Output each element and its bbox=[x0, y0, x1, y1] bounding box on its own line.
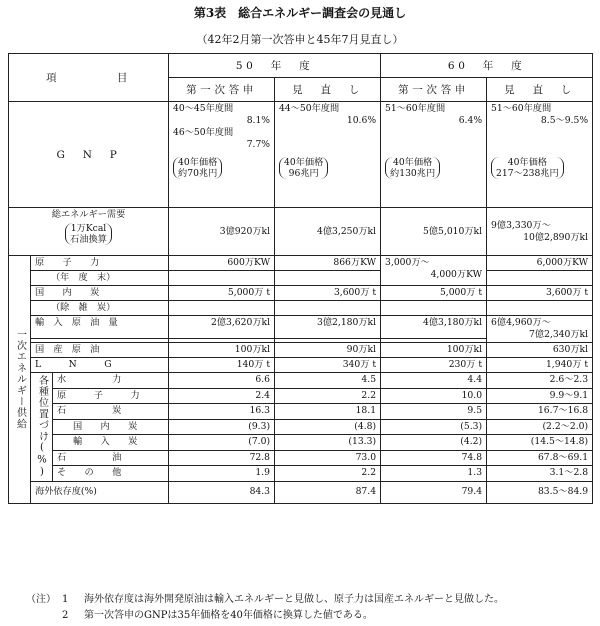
energy-outlook-table bbox=[8, 53, 593, 504]
fy-end-label: （年 度 末） bbox=[31, 271, 169, 286]
share-6-c2: 2.2 bbox=[275, 466, 381, 482]
share-4-c1: (7.0) bbox=[169, 435, 275, 451]
lng-label: L N G bbox=[31, 358, 169, 373]
share-2-c3: 9.5 bbox=[381, 404, 487, 420]
demand-label-cell: 総エネルギー需要 1万Kcal 石油換算 bbox=[9, 208, 169, 256]
crude-domestic-c2: 90万kl bbox=[275, 343, 381, 358]
note-2-number: 2 bbox=[62, 610, 69, 621]
demand-c2: 4億3,250万kl bbox=[275, 208, 381, 256]
nuclear-c4: 6,000万KW bbox=[487, 256, 593, 271]
header-review-60: 見 直 し bbox=[487, 78, 593, 102]
share-0-c4: 2.6〜2.3 bbox=[487, 373, 593, 389]
header-item: 項 目 bbox=[9, 54, 169, 102]
lng-c2: 340万 t bbox=[275, 358, 381, 373]
gnp-cell-2: 44〜50年度間 10.6% 40年価格 96兆円 bbox=[275, 102, 381, 208]
demand-c1: 3億920万kl bbox=[169, 208, 275, 256]
share-5-c2: 73.0 bbox=[275, 450, 381, 466]
crude-import-c4: 6億4,960万〜 7億2,340万kl bbox=[487, 316, 593, 343]
crude-import-c1: 2億3,620万kl bbox=[169, 316, 275, 339]
nuclear-c1: 600万KW bbox=[169, 256, 275, 271]
share-1-c2: 2.2 bbox=[275, 388, 381, 404]
coal-label: 国 内 炭 bbox=[31, 286, 169, 301]
share-4-c3: (4.2) bbox=[381, 435, 487, 451]
share-2-c2: 18.1 bbox=[275, 404, 381, 420]
lng-c4: 1,940万 t bbox=[487, 358, 593, 373]
share-1-c1: 2.4 bbox=[169, 388, 275, 404]
coal-c2: 3,600万 t bbox=[275, 286, 381, 301]
supply-label: 一次エネルギー供給 bbox=[9, 256, 31, 504]
share-0-c3: 4.4 bbox=[381, 373, 487, 389]
share-label-0: 水 力 bbox=[53, 373, 169, 389]
nuclear-label: 原 子 力 bbox=[31, 256, 169, 271]
crude-import-label: 輸 入 原 油 量 bbox=[31, 316, 169, 339]
share-3-c1: (9.3) bbox=[169, 419, 275, 435]
nuclear-c3: 3,000万〜 4,000万KW bbox=[381, 256, 487, 286]
note-1-text: 海外依存度は海外開発原油は輸入エネルギーと見做し、原子力は国産エネルギーと見做した。 bbox=[84, 594, 504, 605]
crude-import-c3: 4億3,180万kl bbox=[381, 316, 487, 339]
share-3-c3: (5.3) bbox=[381, 419, 487, 435]
overseas-c4: 83.5〜84.9 bbox=[487, 481, 593, 503]
coal-c4: 3,600万 t bbox=[487, 286, 593, 301]
share-3-c2: (4.8) bbox=[275, 419, 381, 435]
header-first-report-50: 第一次答申 bbox=[169, 78, 275, 102]
share-5-c3: 74.8 bbox=[381, 450, 487, 466]
footnotes bbox=[26, 592, 504, 624]
demand-c4: 9億3,330万〜 10億2,890万kl bbox=[487, 208, 593, 256]
share-0-c2: 4.5 bbox=[275, 373, 381, 389]
share-2-c1: 16.3 bbox=[169, 404, 275, 420]
share-6-c4: 3.1〜2.8 bbox=[487, 466, 593, 482]
demand-label: 総エネルギー需要 bbox=[51, 209, 126, 220]
crude-domestic-label: 国 産 原 油 bbox=[31, 343, 169, 358]
coal-sub-label: （除 雑 炭） bbox=[31, 301, 169, 316]
share-5-c1: 72.8 bbox=[169, 450, 275, 466]
share-0-c1: 6.6 bbox=[169, 373, 275, 389]
share-label-5: 石 油 bbox=[53, 450, 169, 466]
header-fy50: 50 年 度 bbox=[169, 54, 381, 78]
share-3-c4: (2.2〜2.0) bbox=[487, 419, 593, 435]
share-4-c4: (14.5〜14.8) bbox=[487, 435, 593, 451]
note-2-text: 第一次答申のGNPは35年価格を40年価格に換算した値である。 bbox=[84, 610, 373, 621]
gnp-cell-4: 51〜60年度間 8.5〜9.5% 40年価格 217〜238兆円 bbox=[487, 102, 593, 208]
demand-c3: 5億5,010万kl bbox=[381, 208, 487, 256]
share-5-c4: 67.8〜69.1 bbox=[487, 450, 593, 466]
share-6-c3: 1.3 bbox=[381, 466, 487, 482]
header-review-50: 見 直 し bbox=[275, 78, 381, 102]
share-label-4: 輸 入 炭 bbox=[53, 435, 169, 451]
note-label: （注） bbox=[26, 594, 56, 605]
share-1-c4: 9.9〜9.1 bbox=[487, 388, 593, 404]
share-4-c2: (13.3) bbox=[275, 435, 381, 451]
overseas-c3: 79.4 bbox=[381, 481, 487, 503]
overseas-label: 海外依存度(%) bbox=[31, 481, 169, 503]
overseas-c2: 87.4 bbox=[275, 481, 381, 503]
share-6-c1: 1.9 bbox=[169, 466, 275, 482]
share-2-c4: 16.7〜16.8 bbox=[487, 404, 593, 420]
table-subtitle: （42年2月第一次答申と45年7月見直し） bbox=[196, 33, 404, 46]
share-label-6: そ の 他 bbox=[53, 466, 169, 482]
lng-c1: 140万 t bbox=[169, 358, 275, 373]
gnp-cell-3: 51〜60年度間 6.4% 40年価格 約130兆円 bbox=[381, 102, 487, 208]
share-label-3: 国 内 炭 bbox=[53, 419, 169, 435]
crude-domestic-c3: 100万kl bbox=[381, 343, 487, 358]
coal-c1: 5,000万 t bbox=[169, 286, 275, 301]
share-label-2: 石 炭 bbox=[53, 404, 169, 420]
share-label: 各種位置づけ(%) bbox=[31, 373, 53, 482]
header-first-report-60: 第一次答申 bbox=[381, 78, 487, 102]
lng-c3: 230万 t bbox=[381, 358, 487, 373]
share-1-c3: 10.0 bbox=[381, 388, 487, 404]
share-label-1: 原 子 力 bbox=[53, 388, 169, 404]
table-title: 第3表 総合エネルギー調査会の見通し bbox=[193, 6, 407, 20]
nuclear-c2: 866万KW bbox=[275, 256, 381, 271]
note-1-number: 1 bbox=[62, 594, 69, 605]
gnp-label: G N P bbox=[9, 102, 169, 208]
crude-import-c2: 3億2,180万kl bbox=[275, 316, 381, 339]
header-fy60: 60 年 度 bbox=[381, 54, 593, 78]
crude-domestic-c1: 100万kl bbox=[169, 343, 275, 358]
gnp-cell-1: 40〜45年度間 8.1% 46〜50年度間 7.7% 40年価格 約70兆円 bbox=[169, 102, 275, 208]
coal-c3: 5,000万 t bbox=[381, 286, 487, 301]
overseas-c1: 84.3 bbox=[169, 481, 275, 503]
crude-domestic-c4: 630万kl bbox=[487, 343, 593, 358]
